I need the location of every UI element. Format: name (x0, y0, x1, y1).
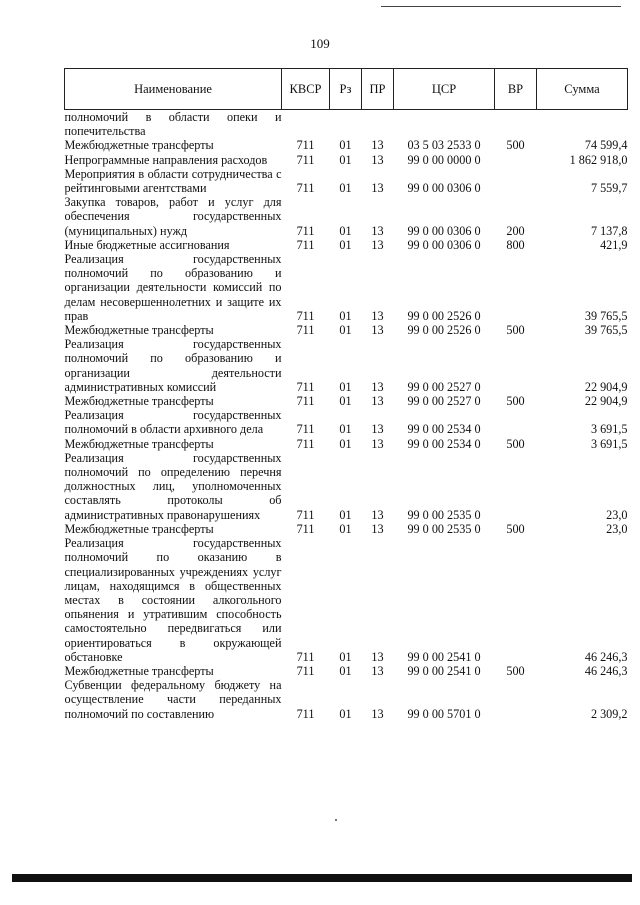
cell-kvsr (282, 110, 330, 139)
cell-sum: 23,0 (606, 507, 628, 522)
cell-kvsr: 711 (296, 649, 315, 664)
table-row (65, 323, 628, 337)
cell-rz: 01 (339, 507, 352, 522)
cell-rz: 01 (339, 436, 352, 451)
cell-rz: 01 (339, 138, 352, 153)
cell-pr: 13 (371, 706, 384, 721)
cell-name: Межбюджетные трансферты (64, 138, 214, 153)
cell-rz: 01 (339, 379, 352, 394)
cell-name: Межбюджетные трансферты (64, 663, 214, 678)
cell-pr: 13 (371, 521, 384, 536)
cell-name: Межбюджетные трансферты (64, 323, 214, 338)
cell-pr: 13 (371, 323, 384, 338)
cell-sum: 7 559,7 (590, 181, 628, 196)
cell-kvsr: 711 (296, 507, 315, 522)
cell-name: Реализация государственных полномочий в области архивного дела (64, 408, 282, 437)
table-row (65, 138, 628, 152)
cell-vr (495, 408, 537, 436)
table-row (65, 110, 628, 139)
cell-name: Иные бюджетные ассигнования (64, 237, 230, 252)
cell-csr: 03 5 03 2533 0 (407, 138, 481, 153)
cell-pr: 13 (371, 649, 384, 664)
cell-sum: 46 246,3 (584, 649, 628, 664)
cell-csr: 99 0 00 2526 0 (407, 308, 481, 323)
cell-rz: 01 (339, 323, 352, 338)
cell-sum: 22 904,9 (584, 394, 628, 409)
cell-vr: 500 (506, 521, 525, 536)
page-number: 109 (310, 36, 330, 51)
header-vr: ВР (495, 69, 537, 110)
table-row (65, 337, 628, 394)
cell-csr: 99 0 00 2527 0 (407, 394, 481, 409)
cell-vr (495, 110, 537, 139)
cell-name: Реализация государственных полномочий по образованию и организации деятельности комиссий по делам несовершеннолетних и защите их прав (64, 252, 282, 323)
cell-csr: 99 0 00 2534 0 (407, 436, 481, 451)
cell-csr: 99 0 00 0000 0 (407, 152, 481, 167)
cell-name: Реализация государственных полномочий по образованию и организации деятельности административных комиссий (64, 337, 282, 394)
header-pr: ПР (362, 69, 394, 110)
scan-mark (335, 819, 337, 821)
cell-pr: 13 (371, 138, 384, 153)
cell-sum: 1 862 918,0 (569, 152, 628, 167)
table-row (65, 394, 628, 408)
cell-pr: 13 (371, 223, 384, 238)
table-row (65, 536, 628, 664)
cell-rz (330, 110, 362, 139)
cell-vr (495, 167, 537, 195)
cell-vr (495, 252, 537, 323)
cell-rz: 01 (339, 223, 352, 238)
cell-pr: 13 (371, 237, 384, 252)
cell-vr (495, 153, 537, 167)
cell-vr (495, 678, 537, 721)
cell-rz: 01 (339, 706, 352, 721)
header-sum: Сумма (537, 69, 628, 110)
cell-csr: 99 0 00 2526 0 (407, 323, 481, 338)
table-row (65, 437, 628, 451)
header-row (65, 69, 628, 110)
cell-sum: 2 309,2 (590, 706, 628, 721)
cell-sum: 23,0 (606, 521, 628, 536)
cell-vr: 500 (506, 663, 525, 678)
cell-pr: 13 (371, 663, 384, 678)
cell-pr: 13 (371, 152, 384, 167)
table-row (65, 153, 628, 167)
table-row (65, 451, 628, 522)
header-csr: ЦСР (394, 69, 495, 110)
cell-vr: 500 (506, 394, 525, 409)
table-row (65, 195, 628, 238)
cell-sum: 7 137,8 (590, 223, 628, 238)
cell-vr: 500 (506, 436, 525, 451)
cell-kvsr: 711 (296, 138, 315, 153)
cell-vr (495, 536, 537, 664)
cell-pr: 13 (371, 394, 384, 409)
cell-kvsr: 711 (296, 706, 315, 721)
cell-csr: 99 0 00 0306 0 (407, 237, 481, 252)
cell-rz: 01 (339, 394, 352, 409)
cell-rz: 01 (339, 422, 352, 437)
cell-sum: 421,9 (600, 237, 628, 252)
cell-name: Непрограммные направления расходов (64, 152, 268, 167)
cell-vr: 500 (506, 323, 525, 338)
cell-rz: 01 (339, 181, 352, 196)
cell-name: полномочий в области опеки и попечительства (64, 110, 282, 139)
cell-rz: 01 (339, 649, 352, 664)
cell-rz: 01 (339, 308, 352, 323)
cell-rz: 01 (339, 152, 352, 167)
cell-csr: 99 0 00 0306 0 (407, 223, 481, 238)
cell-kvsr: 711 (296, 422, 315, 437)
budget-table (64, 68, 628, 721)
cell-kvsr: 711 (296, 237, 315, 252)
cell-rz: 01 (339, 663, 352, 678)
cell-csr (394, 110, 495, 139)
table-row (65, 522, 628, 536)
table-row (65, 678, 628, 721)
cell-csr: 99 0 00 0306 0 (407, 181, 481, 196)
cell-kvsr: 711 (296, 323, 315, 338)
header-kvsr: КВСР (282, 69, 330, 110)
table-row (65, 408, 628, 436)
cell-name: Закупка товаров, работ и услуг для обеспечения государственных (муниципальных) нужд (64, 195, 282, 238)
cell-kvsr: 711 (296, 436, 315, 451)
cell-vr: 800 (506, 237, 525, 252)
cell-vr (495, 451, 537, 522)
cell-rz: 01 (339, 237, 352, 252)
cell-pr: 13 (371, 436, 384, 451)
cell-kvsr: 711 (296, 152, 315, 167)
cell-kvsr: 711 (296, 223, 315, 238)
cell-sum: 3 691,5 (590, 436, 628, 451)
cell-kvsr: 711 (296, 394, 315, 409)
table-row (65, 252, 628, 323)
cell-kvsr: 711 (296, 181, 315, 196)
header-name: Наименование (65, 69, 282, 110)
cell-sum: 22 904,9 (584, 379, 628, 394)
cell-kvsr: 711 (296, 663, 315, 678)
cell-pr: 13 (371, 308, 384, 323)
cell-name: Мероприятия в области сотрудничества с рейтинговыми агентствами (64, 166, 282, 196)
table-row (65, 238, 628, 252)
cell-sum: 39 765,5 (584, 323, 628, 338)
header-rz: Рз (330, 69, 362, 110)
table-row (65, 167, 628, 195)
table-row (65, 664, 628, 678)
cell-name: Субвенции федеральному бюджету на осуществление части переданных полномочий по составлению (64, 678, 282, 721)
top-rule (381, 6, 621, 7)
cell-sum: 74 599,4 (584, 138, 628, 153)
cell-pr: 13 (371, 379, 384, 394)
cell-sum: 39 765,5 (584, 308, 628, 323)
cell-kvsr: 711 (296, 308, 315, 323)
cell-name: Межбюджетные трансферты (64, 521, 214, 536)
cell-csr: 99 0 00 2541 0 (407, 649, 481, 664)
cell-vr: 200 (506, 223, 525, 238)
cell-name: Межбюджетные трансферты (64, 436, 214, 451)
cell-sum: 3 691,5 (590, 422, 628, 437)
cell-sum (537, 110, 628, 139)
cell-vr: 500 (506, 138, 525, 153)
cell-csr: 99 0 00 2527 0 (407, 379, 481, 394)
cell-rz: 01 (339, 521, 352, 536)
cell-csr: 99 0 00 2535 0 (407, 507, 481, 522)
cell-pr (362, 110, 394, 139)
cell-csr: 99 0 00 2535 0 (407, 521, 481, 536)
bottom-bar (12, 874, 632, 882)
cell-pr: 13 (371, 422, 384, 437)
cell-pr: 13 (371, 507, 384, 522)
cell-name: Межбюджетные трансферты (64, 394, 214, 409)
cell-csr: 99 0 00 2534 0 (407, 422, 481, 437)
cell-csr: 99 0 00 2541 0 (407, 663, 481, 678)
cell-name: Реализация государственных полномочий по оказанию в специализированных учреждениях услуг лицам, находящимся в общественных местах в состоянии алкогольного опьянения и утратившим способность самостоятельно передвигаться или ориентироваться в окружающей обстановке (64, 536, 282, 664)
cell-csr: 99 0 00 5701 0 (407, 706, 481, 721)
cell-sum: 46 246,3 (584, 663, 628, 678)
cell-kvsr: 711 (296, 521, 315, 536)
cell-pr: 13 (371, 181, 384, 196)
cell-kvsr: 711 (296, 379, 315, 394)
cell-vr (495, 337, 537, 394)
cell-name: Реализация государственных полномочий по определению перечня должностных лиц, уполномоченных составлять протоколы об административных правонарушениях (64, 450, 282, 522)
